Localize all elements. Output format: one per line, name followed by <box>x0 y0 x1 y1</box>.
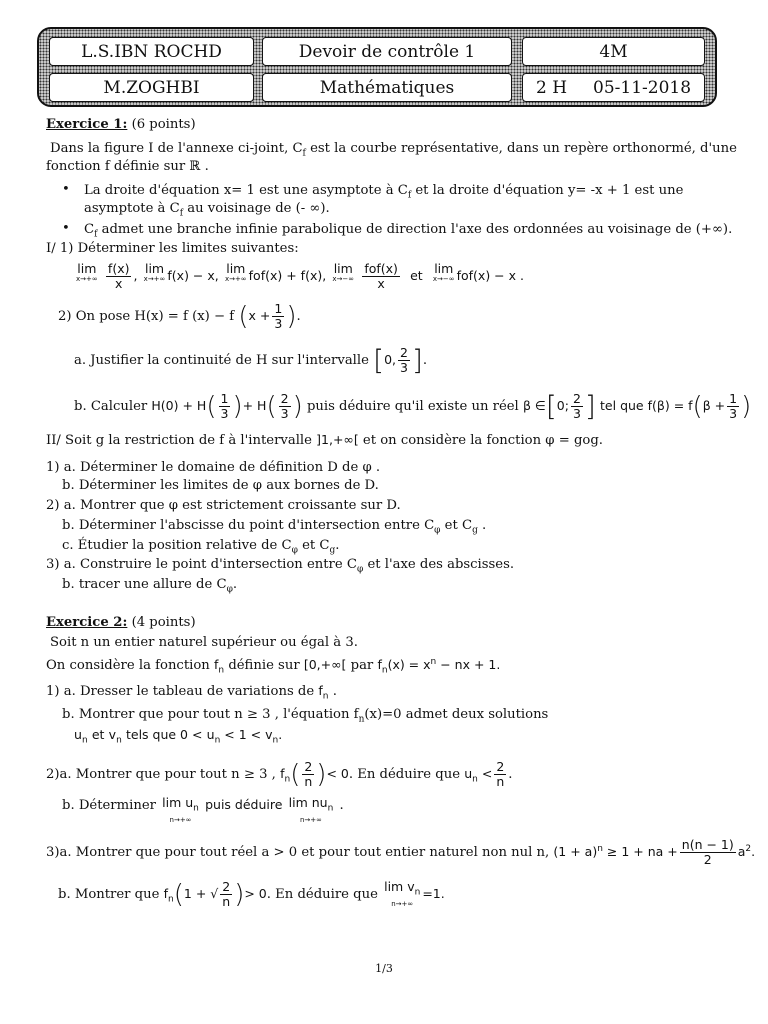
ex2-title: Exercice 2: <box>46 615 128 630</box>
ex1-q1: I/ 1) Déterminer les limites suivantes: <box>46 241 299 256</box>
ex1-title: Exercice 1: <box>46 117 128 132</box>
ex2-q1b: b. Montrer que pour tout n ≥ 3 , l'équation $f_n(x)=0$ admet deux solutions <box>62 707 549 725</box>
ex2-q3: 3)a. Montrer que pour tout réel a > 0 et pour tout entier naturel non nul n, $(1 + a)^n \ge 1$ + na + $\frac{n(n - 1)}{2}$ $a^2$. <box>46 837 756 867</box>
exam-title: Devoir de contrôle 1 <box>262 37 512 66</box>
ex1-q2: 2) On pose H(x) = f (x) − f (x + $\frac{1}{3}$ ). <box>58 301 301 332</box>
ex1-bullet-1b: asymptote à $C_f$ au voisinage de (- ∞). <box>84 201 330 219</box>
bullet-icon: • <box>62 221 70 236</box>
exam-date: 05-11-2018 <box>593 77 692 98</box>
teacher-name: M.ZOGHBI <box>49 73 254 102</box>
page-number: 1/3 <box>375 962 393 975</box>
ex1-q3: 1) a. Déterminer le domaine de définition D de φ . <box>46 460 381 475</box>
ex2-l1: Soit n un entier naturel supérieur ou égal à 3. <box>50 635 358 650</box>
subject: Mathématiques <box>262 73 512 102</box>
ex1-q4: 2) a. Montrer que φ est strictement croissante sur D. <box>46 498 401 513</box>
ex2-q2c: b. Déterminer $\lim u_n$ n→+∞ puis déduire $\lim nu_n$ n→+∞ . <box>62 795 344 824</box>
ex1-q4c: c. Étudier la position relative de $C_\varphi$ et $C_g$. <box>62 538 340 556</box>
ex2-q1c: $u_n$ et $v_n$ tels que $0 < u_n < 1 < v_n$. <box>74 727 283 746</box>
ex1-q2b: b. Calculer H(0) + H( $\frac{1}{3}$ )+ H( $\frac{2}{3}$ ) puis déduire qu'il existe un réel β ∈[0; $\frac{2}{3}$ ] tel que f(β) = f(β + $\frac{1}{3}$ ) <box>74 389 752 423</box>
ex1-points: (6 points) <box>131 117 196 132</box>
ex1-part-ii: II/ Soit g la restriction de f à l'intervalle ]1,+∞[ et on considère la fonction φ = gog. <box>46 432 603 448</box>
ex1-bullet-2: $C_f$ admet une branche infinie parabolique de direction l'axe des ordonnées au voisinage de (+∞). <box>84 222 733 240</box>
ex1-q2a: a. Justifier la continuité de H sur l'intervalle [0, $\frac{2}{3}$ ]. <box>74 343 428 377</box>
ex2-q2: 2)a. Montrer que pour tout n ≥ 3 , $f_n$( $\frac{2}{n}$ )< 0. En déduire que $u_n$ < $\frac{2}{n}$ . <box>46 759 513 790</box>
duration-date <box>522 73 705 102</box>
ex1-q3b: b. Déterminer les limites de φ aux bornes de D. <box>62 478 379 493</box>
school-name: L.S.IBN ROCHD <box>49 37 254 66</box>
ex2-l2: On considère la fonction $f_n$ définie sur [0,+∞[ par $f_n(x) = x^n$ − nx + 1. <box>46 657 501 676</box>
ex1-q4b: b. Déterminer l'abscisse du point d'intersection entre $C_\varphi$ et $C_g$ . <box>62 518 487 536</box>
class-level: 4M <box>522 37 705 66</box>
ex2-heading <box>46 614 196 631</box>
ex1-intro-2: fonction f définie sur ℝ . <box>46 159 209 174</box>
duration: 2 H <box>535 77 568 98</box>
ex2-q1: 1) a. Dresser le tableau de variations de $f_n$ . <box>46 683 337 702</box>
ex1-q5: 3) a. Construire le point d'intersection entre $C_\varphi$ et l'axe des abscisses. <box>46 557 515 575</box>
ex2-points: (4 points) <box>131 615 196 630</box>
header-frame <box>37 27 717 107</box>
ex1-heading <box>46 116 196 133</box>
limits-formula: lim x→+∞ $\frac{f(x)}{x}$ , lim x→+∞ f(x) − x, lim x→+∞ fof(x) + f(x), lim x→−∞ $\frac{\text{fof(x)}}{x}$ et lim x→−∞ fof(x) − x . <box>76 261 524 291</box>
ex1-intro-1: Dans la figure I de l'annexe ci-joint, $C_f$ est la courbe représentative, dans un repère orthonormé, d'une <box>50 141 737 159</box>
ex2-q3b: b. Montrer que $f_n(1$ + √ $\frac{2}{n}$ )> 0. En déduire que $\lim v_n$ n→+∞ =1. <box>58 879 445 910</box>
ex1-bullet-1: La droite d'équation x= 1 est une asymptote à $C_f$ et la droite d'équation y= -x + 1 est une <box>84 183 684 201</box>
ex1-q5b: b. tracer une allure de $C_\varphi$. <box>62 577 238 595</box>
bullet-icon: • <box>62 182 70 197</box>
